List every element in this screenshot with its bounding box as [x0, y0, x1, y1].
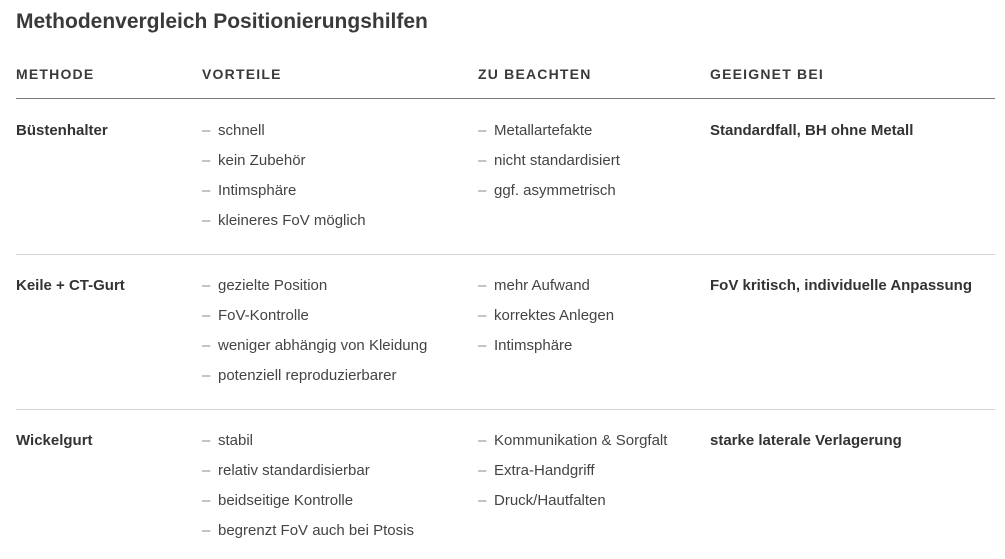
list-item-text: nicht standardisiert [494, 152, 620, 169]
list-item-text: relativ standardisierbar [218, 462, 370, 479]
dash-icon: – [202, 152, 211, 169]
header-beachten: ZU BEACHTEN [478, 66, 592, 82]
table-header [16, 66, 995, 86]
dash-icon: – [478, 337, 487, 354]
suited-for: starke laterale Verlagerung [710, 432, 902, 449]
dash-icon: – [202, 432, 211, 449]
list-item [478, 492, 667, 522]
advantages-list [202, 277, 427, 397]
dash-icon: – [478, 182, 487, 199]
list-item [202, 432, 414, 462]
suited-for: Standardfall, BH ohne Metall [710, 122, 914, 139]
list-item [202, 462, 414, 492]
list-item-text: stabil [218, 432, 254, 449]
dash-icon: – [478, 462, 487, 479]
list-item-text: beidseitige Kontrolle [218, 492, 354, 509]
considerations-list [478, 277, 614, 367]
header-divider [16, 98, 995, 99]
dash-icon: – [202, 492, 211, 509]
list-item-text: Druck/Hautfalten [494, 492, 606, 509]
list-item [202, 152, 366, 182]
list-item-text: korrektes Anlegen [494, 307, 615, 324]
dash-icon: – [202, 462, 211, 479]
dash-icon: – [202, 212, 211, 229]
list-item [478, 307, 614, 337]
dash-icon: – [478, 432, 487, 449]
list-item [478, 337, 614, 367]
list-item [478, 462, 667, 492]
header-vorteile: VORTEILE [202, 66, 282, 82]
dash-icon: – [202, 367, 211, 384]
list-item-text: kleineres FoV möglich [218, 212, 366, 229]
list-item-text: mehr Aufwand [494, 277, 590, 294]
list-item-text: kein Zubehör [218, 152, 306, 169]
dash-icon: – [478, 122, 487, 139]
dash-icon: – [478, 277, 487, 294]
list-item [202, 307, 427, 337]
header-geeignet: GEEIGNET BEI [710, 66, 824, 82]
list-item [202, 492, 414, 522]
dash-icon: – [202, 307, 211, 324]
list-item-text: Intimsphäre [494, 337, 573, 354]
row-divider [16, 254, 995, 255]
list-item [202, 522, 414, 552]
considerations-list [478, 432, 667, 522]
list-item-text: Extra-Handgriff [494, 462, 595, 479]
dash-icon: – [202, 182, 211, 199]
suited-for: FoV kritisch, individuelle Anpassung [710, 277, 972, 294]
list-item [202, 277, 427, 307]
dash-icon: – [202, 522, 211, 539]
header-methode: METHODE [16, 66, 95, 82]
method-name: Wickelgurt [16, 432, 93, 449]
list-item-text: potenziell reproduzierbarer [218, 367, 397, 384]
method-name: Keile + CT-Gurt [16, 277, 125, 294]
page-title: Methodenvergleich Positionierungshilfen [16, 10, 428, 33]
dash-icon: – [478, 307, 487, 324]
dash-icon: – [202, 337, 211, 354]
advantages-list [202, 432, 414, 552]
list-item-text: gezielte Position [218, 277, 328, 294]
list-item-text: FoV-Kontrolle [218, 307, 309, 324]
list-item [478, 182, 620, 212]
advantages-list [202, 122, 366, 242]
list-item-text: schnell [218, 122, 265, 139]
list-item [202, 212, 366, 242]
dash-icon: – [478, 492, 487, 509]
list-item [478, 122, 620, 152]
list-item [478, 432, 667, 462]
list-item-text: Kommunikation & Sorgfalt [494, 432, 668, 449]
list-item-text: weniger abhängig von Kleidung [218, 337, 428, 354]
dash-icon: – [478, 152, 487, 169]
list-item [478, 277, 614, 307]
list-item-text: Metallartefakte [494, 122, 593, 139]
method-name: Büstenhalter [16, 122, 108, 139]
list-item [202, 182, 366, 212]
list-item [202, 337, 427, 367]
list-item-text: ggf. asymmetrisch [494, 182, 616, 199]
list-item [202, 122, 366, 152]
list-item [202, 367, 427, 397]
list-item-text: begrenzt FoV auch bei Ptosis [218, 522, 414, 539]
row-divider [16, 409, 995, 410]
dash-icon: – [202, 277, 211, 294]
considerations-list [478, 122, 620, 212]
list-item [478, 152, 620, 182]
dash-icon: – [202, 122, 211, 139]
list-item-text: Intimsphäre [218, 182, 297, 199]
